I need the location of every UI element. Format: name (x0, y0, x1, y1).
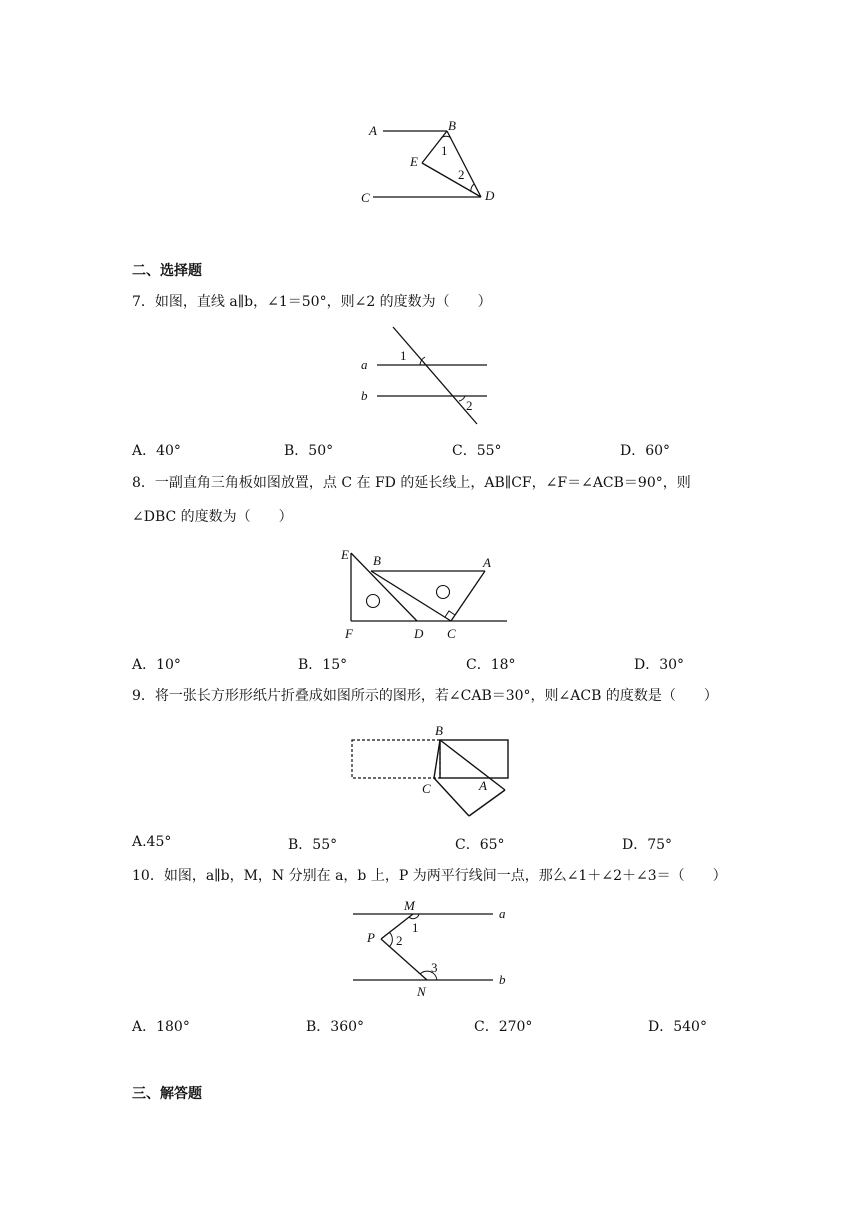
q8-option-a: A．10° (132, 657, 181, 673)
label-A: A (479, 778, 487, 793)
label-E: E (410, 154, 418, 169)
label-E: E (341, 547, 349, 562)
section-heading-choice: 二、选择题 (132, 263, 202, 279)
q9-figure (345, 720, 515, 820)
q7-option-c: C．55° (452, 443, 502, 459)
q10-option-c: C．270° (474, 1019, 533, 1035)
q7-option-a: A．40° (132, 443, 181, 459)
q10-figure (345, 898, 515, 1003)
q10-option-b: B．360° (306, 1019, 365, 1035)
label-b: b (361, 388, 368, 403)
question-10-text: 10．如图，a∥b，M，N 分别在 a，b 上，P 为两平行线间一点，那么∠1＋∠2＋∠3＝（ ） (132, 868, 727, 884)
question-8-line1: 8．一副直角三角板如图放置，点 C 在 FD 的延长线上，AB∥CF，∠F＝∠ACB＝90°，则 (132, 475, 691, 491)
label-A: A (483, 555, 491, 570)
label-B: B (373, 553, 381, 568)
question-7-text: 7．如图，直线 a∥b，∠1＝50°，则∠2 的度数为（ ） (132, 294, 492, 310)
label-1: 1 (441, 143, 448, 158)
q9-option-d: D．75° (622, 837, 673, 853)
q9-option-b: B．55° (288, 837, 338, 853)
top-figure (355, 118, 515, 208)
q9-option-a: A.45° (132, 834, 172, 850)
q8-option-c: C．18° (466, 657, 516, 673)
q8-figure (335, 545, 515, 645)
q10-option-d: D．540° (648, 1019, 707, 1035)
label-D: D (414, 626, 424, 641)
question-9-text: 9．将一张长方形形纸片折叠成如图所示的图形，若∠CAB＝30°，则∠ACB 的度数是（ ） (132, 688, 718, 704)
label-D: D (485, 188, 495, 203)
label-1: 1 (400, 348, 407, 363)
q7-figure (355, 322, 505, 432)
label-C: C (422, 781, 431, 796)
q7-option-d: D．60° (620, 443, 671, 459)
label-a: a (361, 357, 368, 372)
label-P: P (367, 930, 375, 945)
label-1: 1 (412, 920, 419, 935)
label-A: A (369, 123, 377, 138)
label-C: C (361, 190, 370, 205)
question-8-line2: ∠DBC 的度数为（ ） (132, 509, 293, 525)
q7-option-b: B．50° (284, 443, 334, 459)
label-2: 2 (458, 167, 465, 182)
q8-option-d: D．30° (634, 657, 685, 673)
q9-option-c: C．65° (455, 837, 505, 853)
label-F: F (345, 626, 353, 641)
label-2: 2 (396, 933, 403, 948)
q8-option-b: B．15° (298, 657, 348, 673)
label-N: N (417, 984, 426, 999)
q10-option-a: A．180° (132, 1019, 190, 1035)
label-b: b (499, 972, 506, 987)
label-2: 2 (466, 398, 473, 413)
label-a: a (499, 906, 506, 921)
label-3: 3 (431, 960, 438, 975)
label-B: B (435, 723, 443, 738)
label-B: B (448, 118, 456, 133)
section-heading-answer: 三、解答题 (132, 1086, 202, 1102)
label-C: C (447, 626, 456, 641)
label-M: M (404, 898, 415, 913)
